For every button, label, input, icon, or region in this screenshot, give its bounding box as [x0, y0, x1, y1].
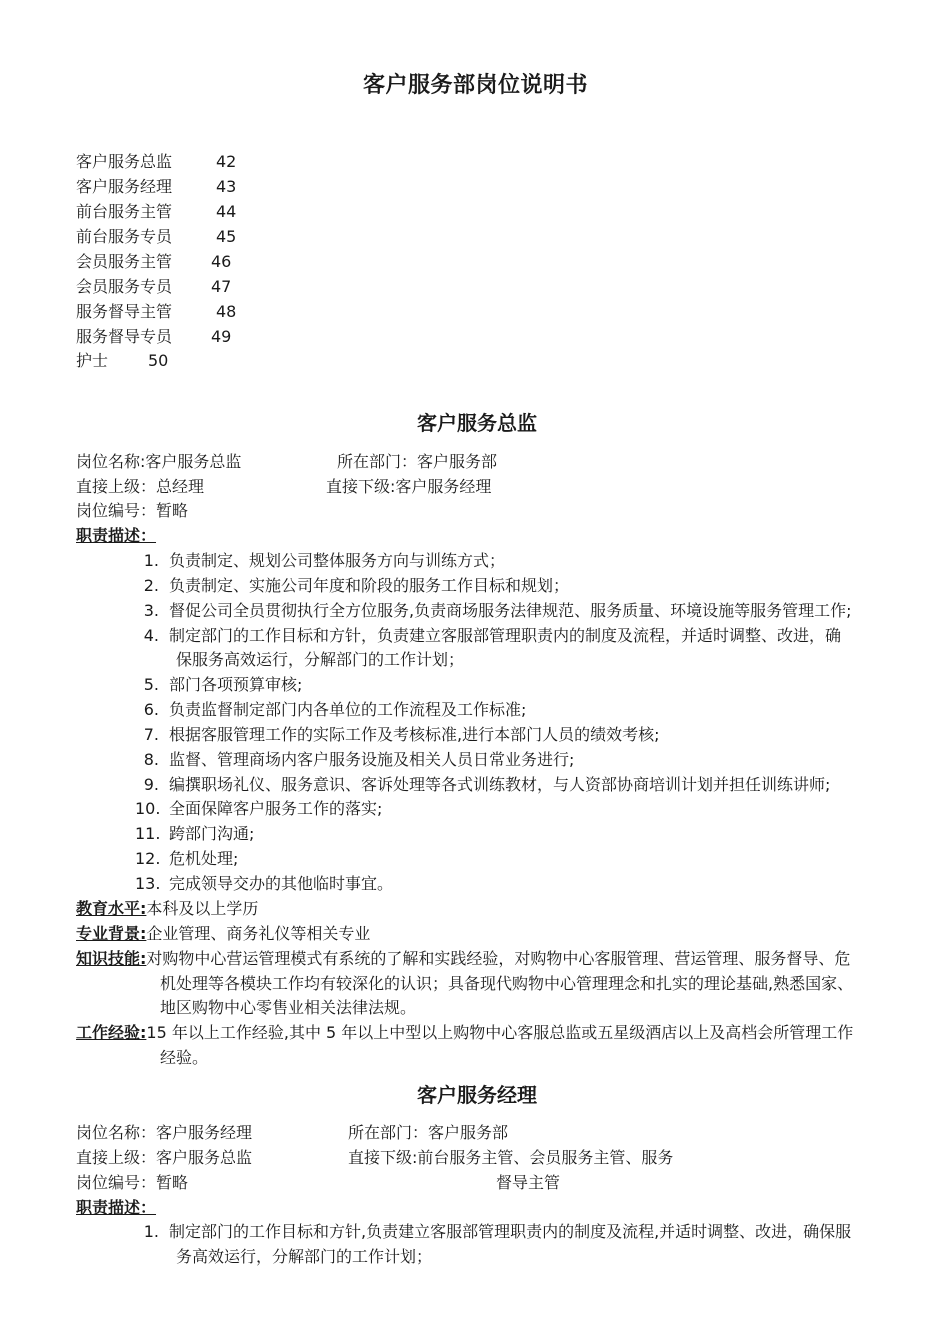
- post-name-field: 岗位名称：客户服务经理: [76, 1123, 253, 1142]
- skills-value: 对购物中心营运管理模式有系统的了解和实践经验，对购物中心客服管理、营运管理、服务督导、危: [146, 949, 851, 968]
- toc-entry-label: 服务督导主管: [76, 302, 173, 321]
- major-row: [76, 922, 370, 946]
- list-item-continuation: 务高效运行，分解部门的工作计划；: [176, 1247, 433, 1266]
- experience-row: [76, 1021, 853, 1045]
- toc-entry-page: 49: [211, 327, 232, 346]
- list-item: 1. 负责制定、规划公司整体服务方向与训练方式；: [143, 551, 506, 570]
- list-item: 12. 危机处理;: [135, 849, 239, 868]
- subordinate-field: 直接下级:前台服务主管、会员服务主管、服务: [348, 1148, 674, 1167]
- major-value: 企业管理、商务礼仪等相关专业: [146, 924, 371, 943]
- section-title-manager: 客户服务经理: [417, 1083, 537, 1107]
- list-item: 1. 制定部门的工作目标和方针,负责建立客服部管理职责内的制度及流程,并适时调整、改进，确保服: [143, 1222, 852, 1241]
- department-field: 所在部门：客户服务部: [348, 1123, 509, 1142]
- document-title: 客户服务部岗位说明书: [363, 73, 589, 98]
- list-item: 10. 全面保障客户服务工作的落实;: [135, 799, 383, 818]
- toc-entry-page: 44: [216, 202, 237, 221]
- post-name-field: 岗位名称:客户服务总监: [76, 452, 242, 471]
- toc-entry-label: 前台服务专员: [76, 227, 173, 246]
- toc-entry-page: 42: [216, 152, 237, 171]
- toc-entry-label: 护士: [76, 351, 109, 370]
- list-item: 11. 跨部门沟通;: [135, 824, 255, 843]
- experience-value: 15 年以上工作经验,其中 5 年以上中型以上购物中心客服总监或五星级酒店以上及高档会所管理工作: [146, 1023, 854, 1042]
- toc-entry-label: 会员服务专员: [76, 277, 173, 296]
- list-item: 9. 编撰职场礼仪、服务意识、客诉处理等各式训练教材，与人资部协商培训计划并担任训练讲师;: [143, 775, 831, 794]
- skills-continuation: 地区购物中心零售业相关法律法规。: [160, 998, 417, 1017]
- experience-label: 工作经验:: [76, 1023, 147, 1042]
- list-item-continuation: 保服务高效运行，分解部门的工作计划；: [176, 650, 465, 669]
- toc-entry-page: 48: [216, 302, 237, 321]
- section-title-director: 客户服务总监: [417, 411, 537, 435]
- post-number-field: 岗位编号：暂略: [76, 501, 189, 520]
- toc-entry-page: 43: [216, 177, 237, 196]
- toc-entry-label: 服务督导专员: [76, 327, 173, 346]
- list-item: 6. 负责监督制定部门内各单位的工作流程及工作标准;: [143, 700, 527, 719]
- toc-entry-page: 46: [211, 252, 232, 271]
- skills-row: [76, 947, 850, 971]
- toc-entry-label: 客户服务经理: [76, 177, 173, 196]
- skills-continuation: 机处理等各模块工作均有较深化的认识；具备现代购物中心管理理念和扎实的理论基础,熟悉国家、: [160, 974, 854, 993]
- toc-entry-label: 前台服务主管: [76, 202, 173, 221]
- duties-heading: 职责描述：: [76, 526, 157, 545]
- list-item: 8. 监督、管理商场内客户服务设施及相关人员日常业务进行;: [143, 750, 575, 769]
- duties-heading: 职责描述：: [76, 1198, 157, 1217]
- major-label: 专业背景:: [76, 924, 147, 943]
- list-item: 3. 督促公司全员贯彻执行全方位服务,负责商场服务法律规范、服务质量、环境设施等服务管理工作;: [143, 601, 852, 620]
- list-item: 7. 根据客服管理工作的实际工作及考核标准,进行本部门人员的绩效考核;: [143, 725, 660, 744]
- toc-entry-page: 50: [148, 351, 169, 370]
- list-item: 13. 完成领导交办的其他临时事宜。: [135, 874, 394, 893]
- education-row: [76, 897, 258, 921]
- list-item: 5. 部门各项预算审核;: [143, 675, 303, 694]
- list-item: 4. 制定部门的工作目标和方针，负责建立客服部管理职责内的制度及流程，并适时调整、改进，确: [143, 626, 842, 645]
- superior-field: 直接上级：总经理: [76, 477, 205, 496]
- skills-label: 知识技能:: [76, 949, 147, 968]
- education-label: 教育水平:: [76, 899, 147, 918]
- experience-continuation: 经验。: [160, 1048, 209, 1067]
- department-field: 所在部门：客户服务部: [337, 452, 498, 471]
- post-number-field: 岗位编号：暂略: [76, 1173, 189, 1192]
- toc-entry-page: 45: [216, 227, 237, 246]
- subordinate-field: 直接下级:客户服务经理: [326, 477, 492, 496]
- toc-entry-page: 47: [211, 277, 232, 296]
- education-value: 本科及以上学历: [146, 899, 259, 918]
- toc-entry-label: 会员服务主管: [76, 252, 173, 271]
- toc-entry-label: 客户服务总监: [76, 152, 173, 171]
- subordinate-continuation: 督导主管: [496, 1173, 561, 1192]
- list-item: 2. 负责制定、实施公司年度和阶段的服务工作目标和规划；: [143, 576, 570, 595]
- superior-field: 直接上级：客户服务总监: [76, 1148, 253, 1167]
